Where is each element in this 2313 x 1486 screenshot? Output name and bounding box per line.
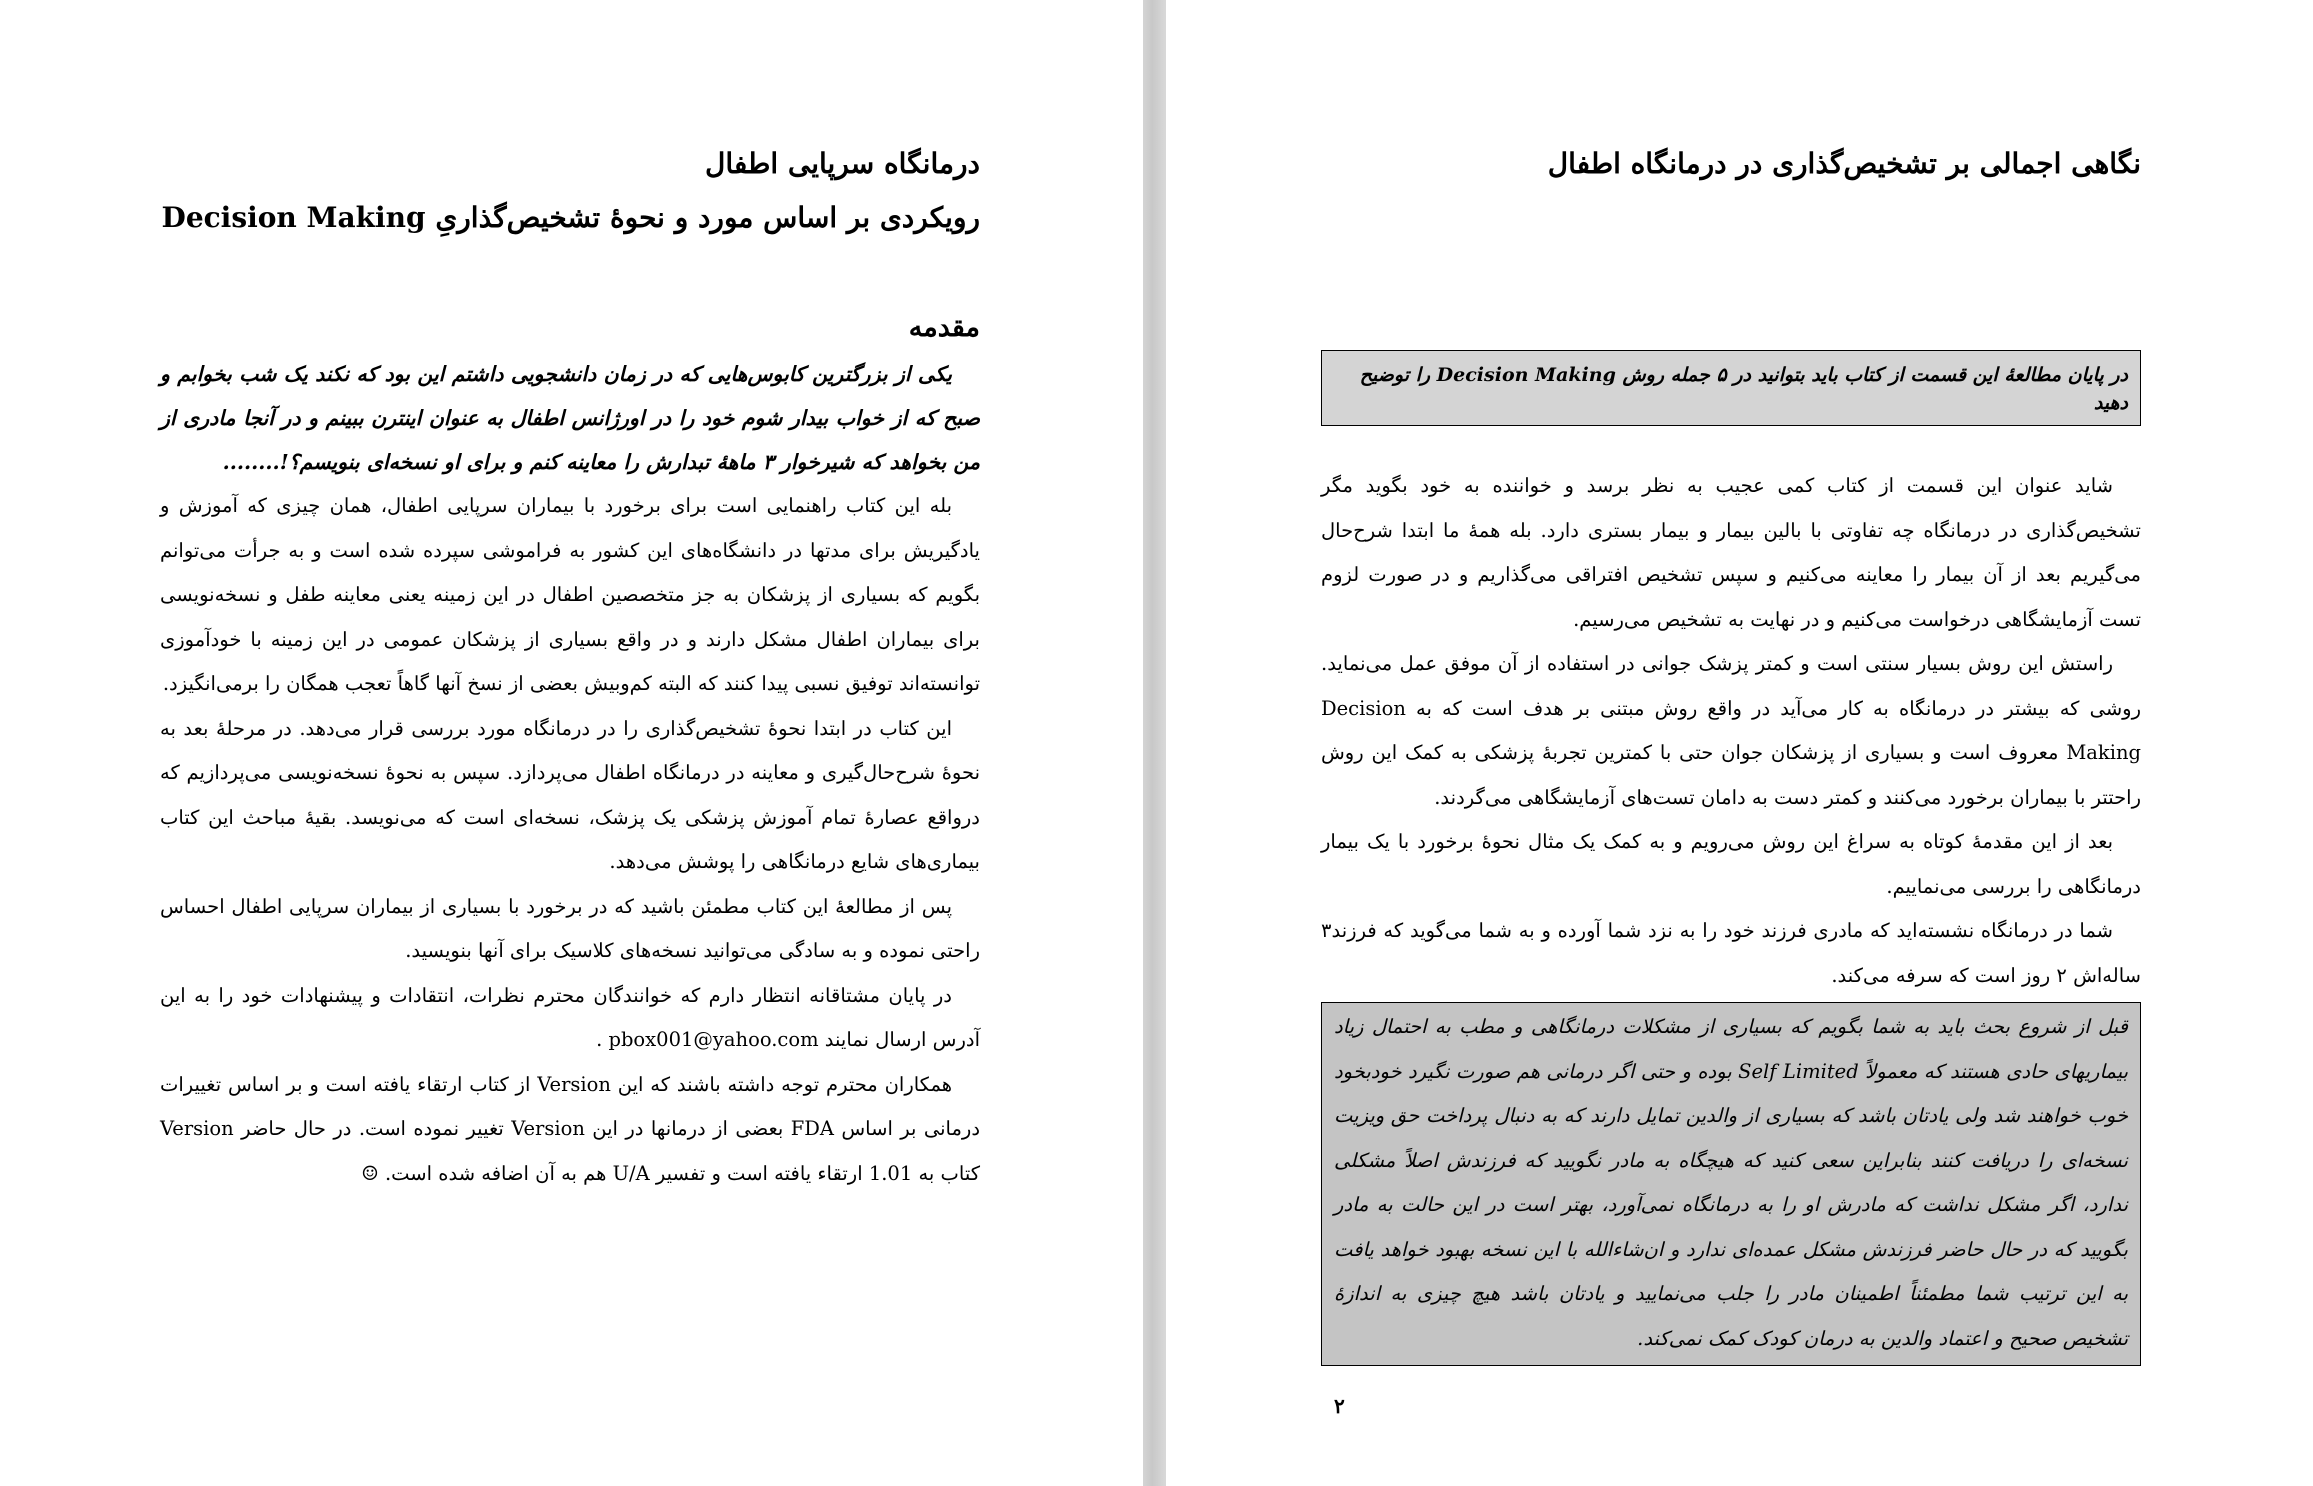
objective-spacer [1321, 426, 2141, 464]
note-box: قبل از شروع بحث باید به شما بگویم که بسیاری از مشکلات درمانگاهی و مطب به احتمال زیاد بیماریهای حادی هستند که معمولاً Self Limited بوده و حتی اگر درمانی هم صورت نگیرد خودبخود خوب خواهند شد ولی یادتان باشد که بسیاری از والدین تمایل دارند که به دنبال پرداخت حق ویزیت نسخه‌ای را دریافت کنند بنابراین سعی کنید که هیچگاه به مادر نگویید که فرزندش اصلاً مشکلی ندارد، اگر مشکل نداشت که مادرش او را به درمانگاه نمی‌آورد، بهتر است در این حالت به مادر بگویید که در حال حاضر فرزندش مشکل عمده‌ای ندارد و ان‌شاءالله با این نسخه بهبود خواهد یافت به این ترتیب شما مطمئناً اطمینان مادر را جلب می‌نمایید و یادتان باشد هیچ چیزی به اندازهٔ تشخیص صحیح و اعتماد والدین به درمان کودک کمک نمی‌کند. [1321, 1002, 2141, 1366]
left-page-title: درمانگاه سرپایی اطفال [705, 147, 980, 180]
right-paragraph-4: شما در درمانگاه نشسته‌اید که مادری فرزند خود را به نزد شما آورده و به شما می‌گوید که فرزند۳ ساله‌اش ۲ روز است که سرفه می‌کند. [1321, 919, 2141, 987]
left-paragraph-3: پس از مطالعهٔ این کتاب مطمئن باشید که در برخورد با بسیاری از بیماران سرپایی اطفال احساس راحتی نموده و به سادگی می‌توانید نسخه‌های کلاسیک برای آنها بنویسید. [160, 894, 980, 962]
left-page [0, 0, 1143, 1486]
contact-request-text: در پایان مشتاقانه انتظار دارم که خوانندگان محترم نظرات، انتقادات و پیشنهادات خود را به این آدرس ارسال نمایند [160, 983, 980, 1051]
left-paragraph-5: همکاران محترم توجه داشته باشند که این Version از کتاب ارتقاء یافته است و بر اساس تغییرات درمانی بر اساس FDA بعضی از درمانها در این Version تغییر نموده است. در حال حاضر Version کتاب به 1.01 ارتقاء یافته است و تفسیر U/A هم به آن اضافه شده است. ☺ [160, 1072, 981, 1185]
right-page-content [1321, 142, 2141, 1366]
learning-objective-box: در پایان مطالعهٔ این قسمت از کتاب باید بتوانید در ۵ جمله روش Decision Making را توضیح دهید [1321, 350, 2141, 426]
left-paragraph-4: در پایان مشتاقانه انتظار دارم که خوانندگان محترم نظرات، انتقادات و پیشنهادات خود را به این آدرس ارسال نمایند pbox001@yahoo.com . [160, 983, 980, 1051]
section-title-intro: مقدمه [908, 312, 980, 343]
page-number: ۲ [1334, 1394, 1345, 1418]
page-gutter [1143, 0, 1166, 1486]
right-paragraph-3: بعد از این مقدمهٔ کوتاه به سراغ این روش می‌رویم و به کمک یک مثال نحوهٔ برخورد با یک بیمار درمانگاهی را بررسی می‌نماییم. [1321, 830, 2141, 898]
title-spacer [1321, 186, 2141, 350]
left-paragraph-2: این کتاب در ابتدا نحوهٔ تشخیص‌گذاری را در درمانگاه مورد بررسی قرار می‌دهد. در مرحلهٔ بعد به نحوهٔ شرح‌حال‌گیری و معاینه در درمانگاه اطفال می‌پردازد. سپس به نحوهٔ نسخه‌نویسی می‌پردازیم که درواقع عصارهٔ تمام آموزش پزشکی یک پزشک، نسخه‌ای است که می‌نویسد. بقیهٔ مباحث این کتاب بیماری‌های شایع درمانگاهی را پوشش می‌دهد. [160, 716, 980, 873]
intro-quote: یکی از بزرگترین کابوس‌هایی که در زمان دانشجویی داشتم این بود که نکند یک شب بخوابم و صبح که از خواب بیدار شوم خود را در اورژانس اطفال به عنوان اینترن ببینم و در آنجا مادری از من بخواهد که شیرخوار ۳ ماههٔ تبدارش را معاینه کنم و برای او نسخه‌ای بنویسم؟!........ [160, 362, 980, 474]
left-paragraph-1: بله این کتاب راهنمایی است برای برخورد با بیماران سرپایی اطفال، همان چیزی که آموزش و یادگیریش برای مدتها در دانشگاه‌های این کشور به فراموشی سپرده شده است و به جرأت می‌توانم بگویم که بسیاری از پزشکان به جز متخصصین اطفال در این زمینه یعنی معاینه طفل و نسخه‌نویسی برای بیماران اطفال مشکل دارند و در واقع بسیاری از پزشکان عمومی در این زمینه با خودآموزی توانسته‌اند توفیق نسبی پیدا کنند که البته کم‌وبیش بعضی از نسخ آنها گاهاً تعجب همگان را برمی‌انگیزد. [160, 494, 980, 695]
right-page [1166, 0, 2313, 1486]
right-paragraph-2: راستش این روش بسیار سنتی است و کمتر پزشک جوانی در استفاده از آن موفق عمل می‌نماید. روشی که بیشتر در درمانگاه به کار می‌آید در واقع روش مبتنی بر هدف است که به Decision Making معروف است و بسیاری از پزشکان جوان حتی با کمترین تجربهٔ پزشکی به کمک این روش راحتتر با بیماران برخورد می‌کنند و کمتر دست به دامان تست‌های آزمایشگاهی می‌گردند. [1321, 652, 2141, 809]
left-page-content [160, 142, 980, 1196]
right-paragraph-1: شاید عنوان این قسمت از کتاب کمی عجیب به نظر برسد و خواننده به خود بگوید مگر تشخیص‌گذاری در درمانگاه چه تفاوتی با بالین بیمار و بیمار بستری دارد. بله همهٔ ما ابتدا شرح‌حال می‌گیریم بعد از آن بیمار را معاینه می‌کنیم و سپس تشخیص افتراقی می‌گذاریم و در صورت لزوم تست آزمایشگاهی درخواست می‌کنیم و در نهایت به تشخیص می‌رسیم. [1321, 474, 2141, 631]
left-page-subtitle: رویکردی بر اساس مورد و نحوهٔ تشخیص‌گذاریِ Decision Making [161, 201, 980, 234]
right-page-title: نگاهی اجمالی بر تشخیص‌گذاری در درمانگاه اطفال [1547, 147, 2141, 180]
contact-email: pbox001@yahoo.com [608, 1028, 819, 1051]
